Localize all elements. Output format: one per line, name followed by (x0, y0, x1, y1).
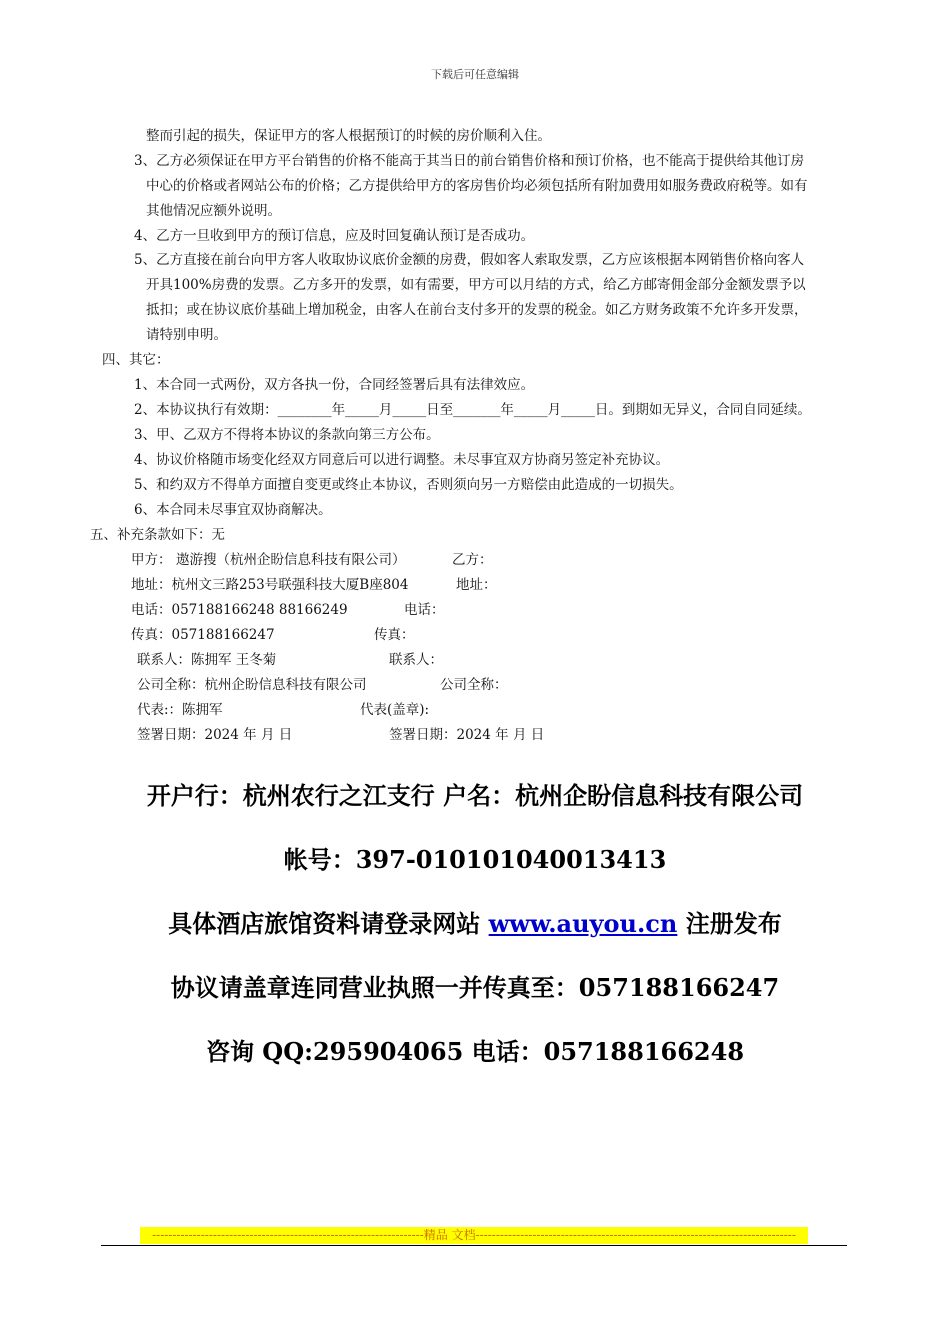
party-a-rep: 代表:：陈拥军 (137, 702, 223, 718)
party-b-address: 地址： (456, 577, 497, 593)
fax-instructions: 协议请盖章连同营业执照一并传真至：057188166247 (170, 973, 780, 1002)
consult-contact: 咨询 QQ:295904065 电话：057188166248 (205, 1037, 745, 1066)
footer-dashes-right: ------------------------------------------------------------------------------- (475, 1228, 796, 1242)
party-a-fax: 传真：057188166247 (131, 627, 275, 643)
clause-5-line-1: 5、乙方直接在前台向甲方客人收取协议底价金额的房费，假如客人索取发票，乙方应该根据本网销售价格向客人 (134, 252, 805, 268)
party-b-rep: 代表(盖章): (360, 702, 430, 718)
party-a-address: 地址：杭州文三路253号联强科技大厦B座804 (131, 577, 409, 593)
other-clause-3: 3、甲、乙双方不得将本协议的条款向第三方公布。 (134, 427, 440, 443)
party-a-name: 遨游搜（杭州企盼信息科技有限公司） (176, 552, 406, 568)
other-clause-4: 4、协议价格随市场变化经双方同意后可以进行调整。未尽事宜双方协商另签定补充协议。 (134, 452, 670, 468)
clause-line: 整而引起的损失，保证甲方的客人根据预订的时候的房价顺利入住。 (146, 128, 551, 144)
other-clause-6: 6、本合同未尽事宜双协商解决。 (134, 502, 332, 518)
party-b-phone: 电话： (404, 602, 445, 618)
website-suffix: 注册发布 (677, 909, 782, 938)
website-link[interactable]: www.auyou.cn (488, 909, 678, 938)
section-4-heading: 四、其它： (102, 352, 170, 368)
footer-rule (101, 1245, 847, 1246)
other-clause-1: 1、本合同一式两份，双方各执一份，合同经签署后具有法律效应。 (134, 377, 535, 393)
bank-info: 开户行：杭州农行之江支行 户名：杭州企盼信息科技有限公司 (146, 781, 804, 810)
clause-4: 4、乙方一旦收到甲方的预订信息，应及时回复确认预订是否成功。 (134, 228, 535, 244)
party-a-label: 甲方： (131, 552, 172, 568)
clause-3-line-3: 其他情况应额外说明。 (146, 203, 281, 219)
account-number: 帐号：397-010101040013413 (283, 845, 667, 874)
footer-dashes-left: ------------------------------------------------------------------- (152, 1228, 424, 1242)
party-a-company: 公司全称：杭州企盼信息科技有限公司 (137, 677, 367, 693)
website-line (0, 908, 950, 940)
clause-5-line-4: 请特别申明。 (146, 327, 227, 343)
party-b-label: 乙方： (452, 552, 493, 568)
party-a-date: 签署日期：2024 年 月 日 (137, 727, 293, 743)
footer-band (140, 1227, 808, 1244)
header-note: 下载后可任意编辑 (431, 68, 519, 81)
party-b-date: 签署日期：2024 年 月 日 (389, 727, 545, 743)
clause-3-line-1: 3、乙方必须保证在甲方平台销售的价格不能高于其当日的前台销售价格和预订价格，也不能高于提供给其他订房 (134, 153, 805, 169)
clause-3-line-2: 中心的价格或者网站公布的价格；乙方提供给甲方的客房售价均必须包括所有附加费用如服务费政府税等。如有 (146, 178, 808, 194)
party-b-contact: 联系人： (389, 652, 443, 668)
clause-5-line-2: 开具100%房费的发票。乙方多开的发票，如有需要，甲方可以月结的方式，给乙方邮寄佣金部分金额发票予以 (146, 277, 806, 293)
section-5-heading: 五、补充条款如下：无 (90, 527, 225, 543)
party-b-fax: 传真： (374, 627, 415, 643)
party-b-company: 公司全称： (440, 677, 508, 693)
other-clause-5: 5、和约双方不得单方面擅自变更或终止本协议，否则须向另一方赔偿由此造成的一切损失。 (134, 477, 683, 493)
clause-5-line-3: 抵扣；或在协议底价基础上增加税金，由客人在前台支付多开的发票的税金。如乙方财务政策不允许多开发票， (146, 302, 808, 318)
other-clause-2: 2、本协议执行有效期：________年_____月_____日至_______年_____月_____日。到期如无异义，合同自同延续。 (134, 402, 811, 418)
party-a-contact: 联系人：陈拥军 王冬菊 (137, 652, 277, 668)
party-a-phone: 电话：057188166248 88166249 (131, 602, 348, 618)
website-prefix: 具体酒店旅馆资料请登录网站 (168, 909, 489, 938)
footer-label: 精品 文档 (423, 1228, 476, 1242)
